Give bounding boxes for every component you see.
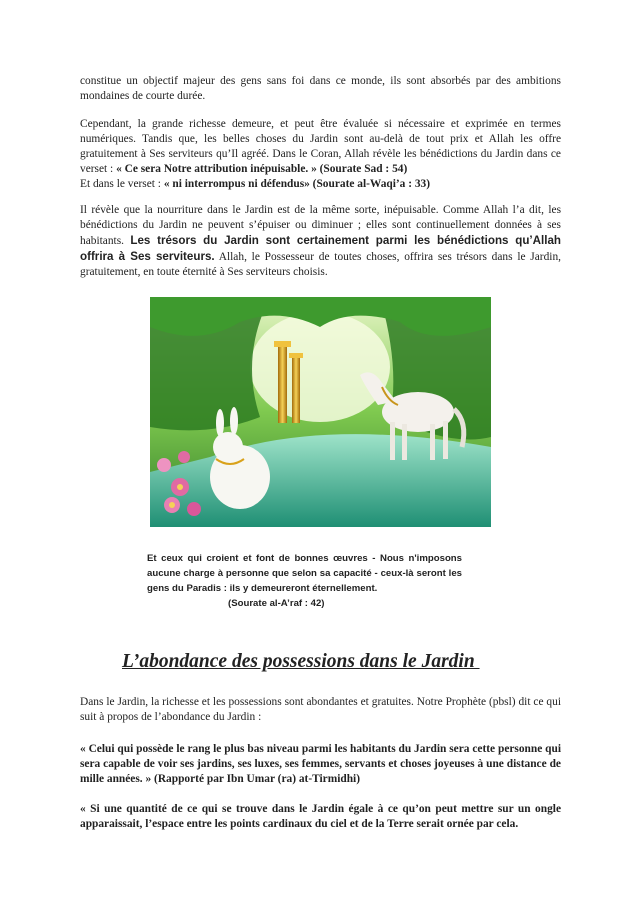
hadith-quote-1 [80,742,561,787]
paragraph-riches [80,117,561,192]
verse-caption-text: Et ceux qui croient et font de bonnes œuvres - Nous n'imposons aucune charge à personne que selon sa capacité - ceux-là seront les gens du Paradis : ils y demeureront éternellement. [147,553,462,594]
paragraph-treasures-outro: Allah, le Possesseur de toutes choses, offrira ses trésors dans le Jardin, gratuitement, en toute éternité à Ses serviteurs choisis. [80,251,561,278]
hadith-quote-1-text: « Celui qui possède le rang le plus bas niveau parmi les habitants du Jardin sera cette personne qui sera capable de voir ses jardins, ses luxes, ses femmes, servants et choses joyeuses à une distance de mille années. » (Rapporté par Ibn Umar (ra) at-Tirmidhi) [80,743,561,785]
verse-waqia-33: « ni interrompus ni défendus» (Sourate al-Waqi’a : 33) [163,178,431,190]
paragraph-riches-line2: Et dans le verset : [80,178,164,190]
paragraph-treasures [80,203,561,280]
pillar-cap-left [274,341,291,347]
golden-pillar-right [292,357,300,423]
hadith-quote-2-text: « Si une quantité de ce qui se trouve dans le Jardin égale à ce qu’on peut mettre sur un ongle apparaissait, l’espace entre les points cardinaux du ciel et de la Terre serait ornée par cela. [80,803,561,830]
paragraph-riches-intro: Cependant, la grande richesse demeure, et peut être évaluée si nécessaire et exprimée en termes numériques. Tandis que, les belles choses du Jardin sont au-delà de tout prix et Allah les offre gratuitement à Ses serviteurs qu’Il agréé. Dans le Coran, Allah révèle les bénédictions du Jardin dans ce verset : [80,118,561,175]
section-heading: L’abondance des possessions dans le Jardin [122,651,480,672]
pillar-cap-right [289,353,303,358]
golden-pillar-left [278,345,287,423]
paragraph-treasures-intro: Il révèle que la nourriture dans le Jardin est de la même sorte, inépuisable. Comme Allah l’a dit, les bénédictions du Jardin ne peuvent s’épuiser ou diminuer ; elles sont continuellement données à ses habitants. [80,204,561,247]
garden-illustration [150,297,491,527]
verse-sad-54: « Ce sera Notre attribution inépuisable. » (Sourate Sad : 54) [116,163,408,175]
paragraph-intro-text: constitue un objectif majeur des gens sans foi dans ce monde, ils sont absorbés par des ambitions mondaines de courte durée. [80,75,561,102]
light-glow [250,312,390,422]
paragraph-abundance [80,695,561,725]
verse-caption-reference: (Sourate al-A’raf : 42) [228,598,325,609]
hadith-quote-2 [80,802,561,832]
paragraph-intro [80,74,561,104]
verse-caption [147,551,462,611]
paragraph-abundance-text: Dans le Jardin, la richesse et les possessions sont abondantes et gratuites. Notre Prophète (pbsl) dit ce qui suit à propos de l’abondance du Jardin : [80,696,561,723]
paragraph-treasures-bold: Les trésors du Jardin sont certainement parmi les bénédictions qu’Allah offrira à Ses serviteurs. [80,234,561,263]
